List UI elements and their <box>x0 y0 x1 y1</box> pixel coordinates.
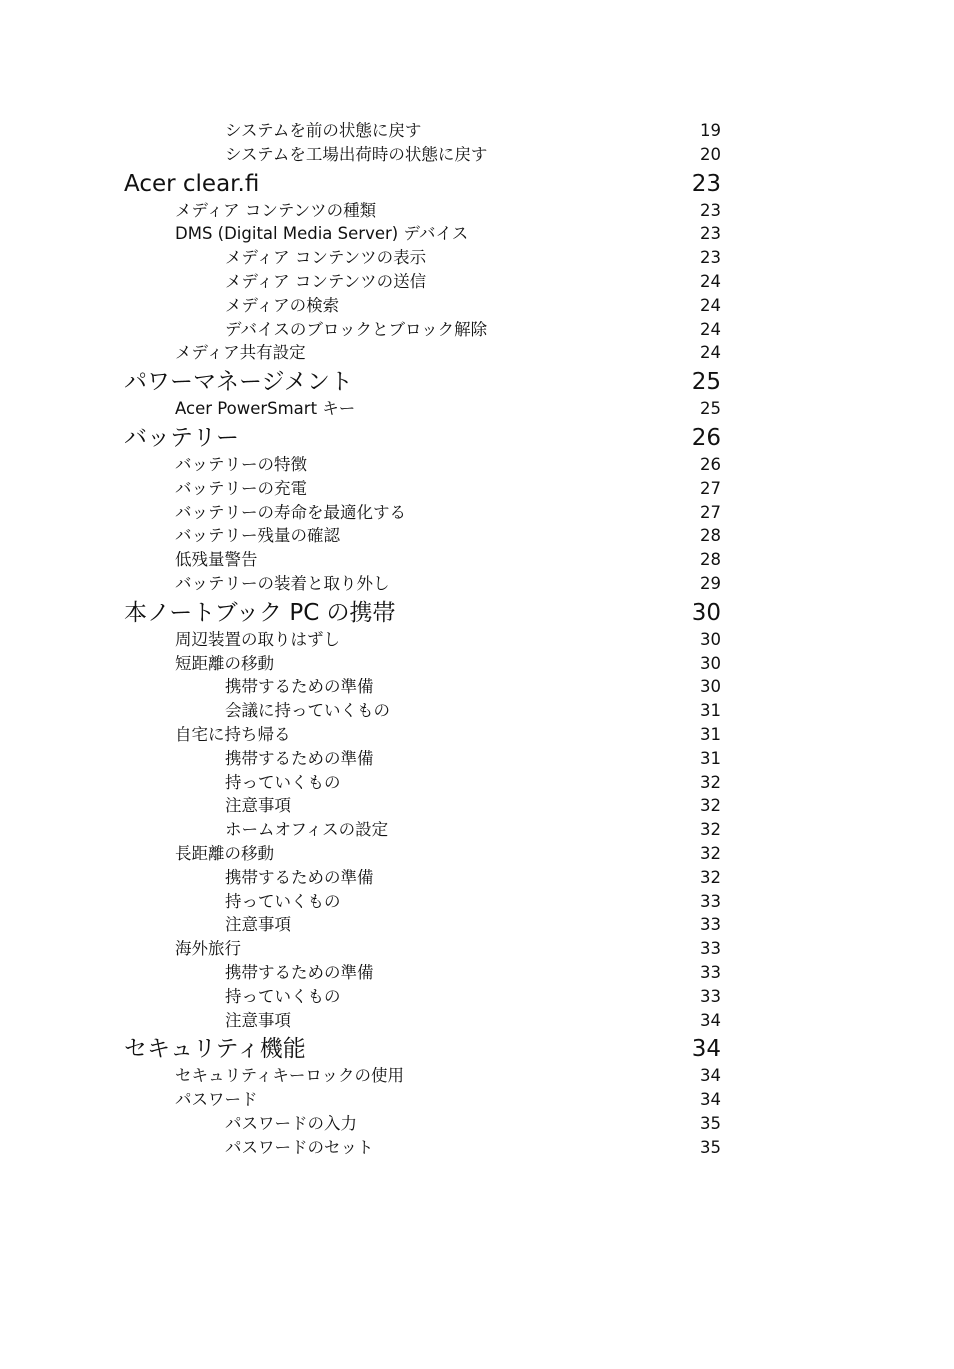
toc-chapter-title: Acer clear.fi <box>124 170 260 197</box>
toc-entry[interactable] <box>0 699 954 723</box>
toc-entry[interactable] <box>0 771 954 795</box>
toc-entry-page: 27 <box>700 478 721 498</box>
toc-entry[interactable] <box>0 913 954 937</box>
toc-entry[interactable] <box>0 985 954 1009</box>
toc-entry-title: 持っていくもの <box>225 772 341 792</box>
toc-entry-title: バッテリーの装着と取り外し <box>175 573 390 593</box>
toc-entry-title: メディア コンテンツの送信 <box>225 271 427 291</box>
toc-entry-title: 携帯するための準備 <box>225 867 374 887</box>
toc-entry[interactable] <box>0 246 954 270</box>
toc-entry-title: バッテリーの特徴 <box>175 454 307 474</box>
toc-entry[interactable] <box>0 548 954 572</box>
toc-entry[interactable] <box>0 866 954 890</box>
toc-entry[interactable] <box>0 652 954 676</box>
toc-chapter-title: バッテリー <box>124 424 239 451</box>
toc-entry-page: 24 <box>700 343 721 363</box>
toc-entry[interactable] <box>0 222 954 246</box>
toc-entry-title: バッテリー残量の確認 <box>175 526 340 546</box>
toc-entry-page: 34 <box>700 1066 721 1086</box>
toc-entry-page: 28 <box>700 550 721 570</box>
toc-entry[interactable] <box>0 818 954 842</box>
toc-entry-title: メディア共有設定 <box>175 343 306 363</box>
table-of-contents <box>0 119 954 1159</box>
toc-chapter[interactable] <box>0 424 954 452</box>
toc-entry[interactable] <box>0 961 954 985</box>
toc-entry[interactable] <box>0 119 954 143</box>
toc-entry-title: バッテリーの充電 <box>175 478 307 498</box>
toc-chapter-title: セキュリティ機能 <box>124 1036 306 1063</box>
toc-chapter-title: パワーマネージメント <box>124 369 353 396</box>
toc-entry-page: 29 <box>700 573 721 593</box>
toc-entry[interactable] <box>0 199 954 223</box>
toc-entry-page: 24 <box>700 295 721 315</box>
toc-entry-title: パスワードの入力 <box>225 1113 357 1133</box>
toc-entry-title: セキュリティキーロックの使用 <box>175 1066 405 1086</box>
toc-entry-page: 30 <box>700 677 721 697</box>
toc-entry-page: 35 <box>700 1113 721 1133</box>
toc-chapter-page: 23 <box>691 170 721 197</box>
toc-entry-page: 20 <box>700 144 721 164</box>
toc-entry-page: 33 <box>700 986 721 1006</box>
toc-entry-title: 持っていくもの <box>225 891 341 911</box>
toc-entry[interactable] <box>0 628 954 652</box>
toc-entry-page: 30 <box>700 629 721 649</box>
toc-entry[interactable] <box>0 1064 954 1088</box>
toc-entry-title: 海外旅行 <box>175 939 241 959</box>
toc-entry[interactable] <box>0 890 954 914</box>
toc-entry-page: 23 <box>700 200 721 220</box>
toc-entry-title: Acer PowerSmart キー <box>175 399 356 419</box>
toc-chapter-title: 本ノートブック PC の携帯 <box>124 599 396 626</box>
toc-entry-page: 32 <box>700 820 721 840</box>
toc-chapter-page: 34 <box>691 1036 721 1063</box>
toc-entry[interactable] <box>0 453 954 477</box>
toc-entry-title: DMS (Digital Media Server) デバイス <box>175 224 469 244</box>
toc-entry-page: 32 <box>700 796 721 816</box>
toc-entry-page: 34 <box>700 1090 721 1110</box>
toc-entry-title: メディアの検索 <box>225 295 340 315</box>
toc-entry-title: 自宅に持ち帰る <box>175 724 291 744</box>
toc-entry-page: 32 <box>700 867 721 887</box>
toc-entry-page: 33 <box>700 915 721 935</box>
toc-entry-title: 注意事項 <box>225 1010 291 1030</box>
toc-entry-title: システムを工場出荷時の状態に戻す <box>225 144 488 164</box>
toc-entry-title: デバイスのブロックとブロック解除 <box>225 319 488 339</box>
toc-entry-page: 34 <box>700 1010 721 1030</box>
toc-entry[interactable] <box>0 842 954 866</box>
toc-entry[interactable] <box>0 143 954 167</box>
toc-entry-page: 25 <box>700 399 721 419</box>
toc-entry[interactable] <box>0 294 954 318</box>
toc-chapter[interactable] <box>0 1035 954 1063</box>
toc-entry-page: 27 <box>700 502 721 522</box>
toc-entry-page: 35 <box>700 1137 721 1157</box>
toc-chapter[interactable] <box>0 599 954 627</box>
toc-entry-title: メディア コンテンツの表示 <box>225 248 427 268</box>
toc-entry[interactable] <box>0 572 954 596</box>
toc-entry-title: パスワードのセット <box>225 1137 374 1157</box>
toc-entry[interactable] <box>0 524 954 548</box>
toc-entry-page: 31 <box>700 701 721 721</box>
toc-entry-page: 31 <box>700 748 721 768</box>
toc-entry[interactable] <box>0 747 954 771</box>
toc-entry-page: 33 <box>700 891 721 911</box>
toc-entry[interactable] <box>0 397 954 421</box>
toc-entry-title: 携帯するための準備 <box>225 748 374 768</box>
toc-entry-title: バッテリーの寿命を最適化する <box>175 502 406 522</box>
toc-entry[interactable] <box>0 1088 954 1112</box>
toc-entry-title: 携帯するための準備 <box>225 962 374 982</box>
toc-entry-title: メディア コンテンツの種類 <box>175 200 377 220</box>
toc-chapter-page: 25 <box>691 369 721 396</box>
toc-entry[interactable] <box>0 723 954 747</box>
toc-entry-title: 周辺装置の取りはずし <box>175 629 340 649</box>
toc-entry-page: 19 <box>700 121 721 140</box>
toc-entry-title: 会議に持っていくもの <box>225 701 390 721</box>
toc-entry-title: 注意事項 <box>225 796 291 816</box>
toc-entry-page: 32 <box>700 843 721 863</box>
toc-chapter-page: 30 <box>691 599 721 626</box>
toc-entry-title: 長距離の移動 <box>175 843 274 863</box>
toc-entry-title: 低残量警告 <box>175 550 258 570</box>
toc-entry[interactable] <box>0 1009 954 1033</box>
toc-entry-page: 24 <box>700 271 721 291</box>
toc-entry-title: ホームオフィスの設定 <box>225 820 389 840</box>
toc-entry-page: 26 <box>700 454 721 474</box>
toc-entry-title: 注意事項 <box>225 915 291 935</box>
toc-entry-page: 23 <box>700 224 721 244</box>
toc-chapter[interactable] <box>0 368 954 396</box>
toc-entry[interactable] <box>0 501 954 525</box>
toc-entry[interactable] <box>0 937 954 961</box>
toc-entry-title: 短距離の移動 <box>175 653 274 673</box>
toc-chapter-page: 26 <box>691 424 721 451</box>
toc-entry-page: 24 <box>700 319 721 339</box>
toc-entry[interactable] <box>0 341 954 365</box>
toc-entry[interactable] <box>0 675 954 699</box>
toc-entry-title: システムを前の状態に戻す <box>225 121 422 140</box>
toc-entry-page: 33 <box>700 962 721 982</box>
toc-entry[interactable] <box>0 477 954 501</box>
toc-entry[interactable] <box>0 1112 954 1136</box>
toc-entry[interactable] <box>0 270 954 294</box>
toc-entry[interactable] <box>0 1136 954 1160</box>
toc-entry-page: 23 <box>700 248 721 268</box>
toc-entry-title: 持っていくもの <box>225 986 341 1006</box>
toc-entry-page: 32 <box>700 772 721 792</box>
toc-entry-page: 31 <box>700 724 721 744</box>
toc-chapter[interactable] <box>0 170 954 198</box>
toc-entry-title: 携帯するための準備 <box>225 677 374 697</box>
toc-entry[interactable] <box>0 318 954 342</box>
toc-entry-page: 30 <box>700 653 721 673</box>
toc-entry[interactable] <box>0 794 954 818</box>
toc-entry-title: パスワード <box>175 1090 258 1110</box>
toc-entry-page: 28 <box>700 526 721 546</box>
toc-entry-page: 33 <box>700 939 721 959</box>
